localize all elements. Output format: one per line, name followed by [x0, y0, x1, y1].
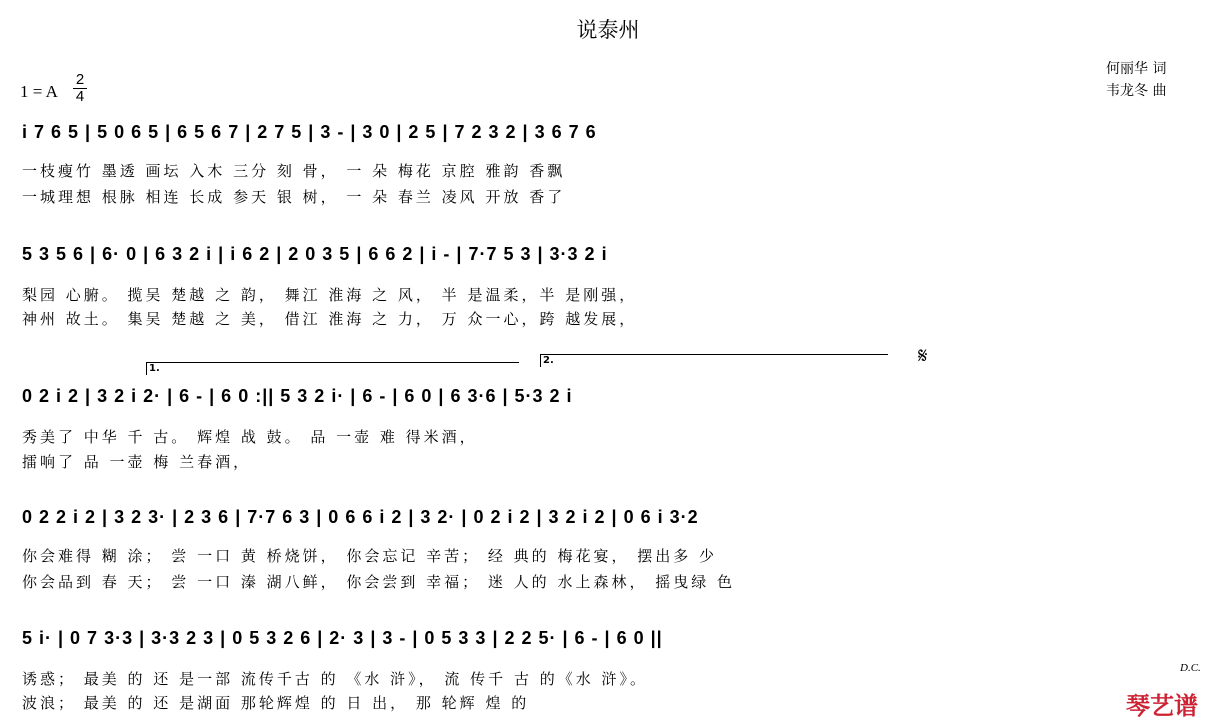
notation-line-3: 0 2 i 2 | 3 2 i 2· | 6 - | 6 0 :|| 5 3 2 i· | 6 - | 6 0 | 6 3·6 | 5·3 2 i: [22, 386, 573, 406]
lyrics-4-verse-2: 你会品到 春 天； 尝 一口 溱 湖八鲜， 你会尝到 幸福； 迷 人的 水上森林， 摇曳绿 色: [22, 573, 735, 591]
score-system-1: [0, 122, 1216, 162]
lyrics-2-verse-1: 梨园 心腑。 揽吴 楚越 之 韵， 舞江 淮海 之 风， 半 是温柔，半 是刚强，: [22, 286, 638, 304]
score-system-2: [0, 244, 1216, 284]
lyrics-3-verse-2: 擂响了 品 一壶 梅 兰春酒，: [22, 453, 252, 471]
score-system-4: [0, 507, 1216, 547]
time-signature: [73, 72, 87, 105]
lyricist-credit: 何丽华 词: [1106, 61, 1167, 77]
time-signature-top: 2: [75, 71, 85, 88]
dc-marking: D.C.: [1180, 662, 1201, 674]
lyrics-5-verse-1: 诱惑； 最美 的 还 是一部 流传千古 的 《水 浒》， 流 传千 古 的《水 浒》。: [22, 670, 648, 688]
notation-line-1: i 7 6 5 | 5 0 6 5 | 6 5 6 7 | 2 7 5 | 3 - | 3 0 | 2 5 | 7 2 3 2 | 3 6 7 6: [22, 122, 597, 142]
score-system-3: [0, 386, 1216, 426]
lyrics-3-verse-1: 秀美了 中华 千 古。 辉煌 战 鼓。 品 一壶 难 得米酒，: [22, 428, 478, 446]
page-title: 说泰州: [576, 18, 640, 42]
composer-credit: 韦龙冬 曲: [1106, 83, 1167, 99]
notation-line-4: 0 2 2 i 2 | 3 2 3· | 2 3 6 | 7·7 6 3 | 0 6 6 i 2 | 3 2· | 0 2 i 2 | 3 2 i 2 | 0 6 i 3·2: [22, 507, 699, 527]
watermark-logo: 琴艺谱: [1126, 692, 1198, 720]
score-system-5: [0, 628, 1216, 668]
lyrics-1-verse-2: 一城理想 根脉 相连 长成 参天 银 树， 一 朵 春兰 凌风 开放 香了: [22, 188, 566, 206]
volta-1-bracket: 1.: [146, 362, 519, 375]
volta-2-bracket: 2.: [540, 354, 888, 367]
lyrics-5-verse-2: 波浪； 最美 的 还 是湖面 那轮辉煌 的 日 出， 那 轮辉 煌 的: [22, 694, 530, 712]
key-signature: 1 = A: [20, 82, 58, 101]
time-signature-bottom: 4: [75, 88, 85, 105]
notation-line-5: 5 i· | 0 7 3·3 | 3·3 2 3 | 0 5 3 2 6 | 2· 3 | 3 - | 0 5 3 3 | 2 2 5· | 6 - | 6 0 ||: [22, 628, 663, 648]
lyrics-2-verse-2: 神州 故土。 集吴 楚越 之 美， 借江 淮海 之 力， 万 众一心，跨 越发展，: [22, 310, 638, 328]
lyrics-1-verse-1: 一枝瘦竹 墨透 画坛 入木 三分 刻 骨， 一 朵 梅花 京腔 雅韵 香飘: [22, 162, 566, 180]
notation-line-2: 5 3 5 6 | 6· 0 | 6 3 2 i | i 6 2 | 2 0 3 5 | 6 6 2 | i - | 7·7 5 3 | 3·3 2 i: [22, 244, 608, 264]
segno-sign: 𝄋: [918, 344, 928, 369]
lyrics-4-verse-1: 你会难得 糊 涂； 尝 一口 黄 桥烧饼， 你会忘记 辛苦； 经 典的 梅花宴， 摆出多 少: [22, 547, 717, 565]
